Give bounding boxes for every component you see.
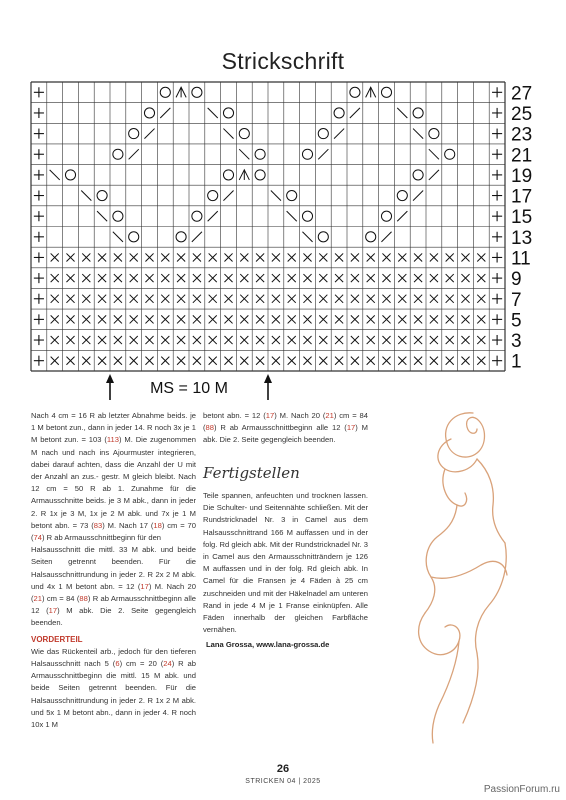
yarn-over-circle [302,149,312,159]
vorderteil-heading: VORDERTEIL [31,634,83,644]
yarn-over-circle [113,211,123,221]
yarn-over-circle [302,211,312,221]
yarn-over-circle [318,232,328,242]
yarn-over-circle [192,211,202,221]
ssk-backslash [287,211,297,221]
yarn-over-circle [65,170,75,180]
yarn-over-circle [287,190,297,200]
k2tog-slash [397,211,407,221]
yarn-over-circle [223,170,233,180]
yarn-over-circle [176,232,186,242]
repeat-label: MS = 10 M [150,380,228,397]
yarn-over-circle [192,87,202,97]
ssk-backslash [223,129,233,139]
repeat-arrow [264,374,272,383]
row-number: 3 [511,331,522,353]
chart-title: Strickschrift [221,48,345,74]
k2tog-slash [208,211,218,221]
left-paragraph-3: Wie das Rückenteil arb., jedoch für den tieferen Halsausschnitt nach 5 (6) cm = 20 (24) R ab Armausschnittbeginn die mittl. 15 M abk. und beide Seiten getrennt beenden. Für die Halsausschnittrundung in jeder 2. R 1x 2 M abk. und 5x 1 M betont abn., dann in jeder 4. R noch 10x 1 M [31,646,196,730]
yarn-over-circle [381,87,391,97]
row-number: 13 [511,227,533,249]
ssk-backslash [302,232,312,242]
magazine-issue: STRICKEN 04 | 2025 [245,778,321,785]
ssk-backslash [81,190,91,200]
row-number: 11 [511,248,531,270]
yarn-over-circle [429,129,439,139]
yarn-over-circle [366,232,376,242]
ssk-backslash [50,170,60,180]
repeat-arrow [106,374,114,383]
k2tog-slash [413,190,423,200]
yarn-over-circle [318,129,328,139]
k2tog-slash [144,129,154,139]
row-number: 1 [511,351,522,373]
row-number: 27 [511,83,533,105]
k2tog-slash [129,149,139,159]
woman-line-illustration [385,405,545,745]
yarn-over-circle [350,87,360,97]
yarn-over-circle [334,108,344,118]
yarn-over-circle [129,232,139,242]
row-number: 19 [511,165,533,187]
ssk-backslash [397,108,407,118]
yarn-over-circle [97,190,107,200]
right-text-column-top [203,410,368,447]
k2tog-slash [334,129,344,139]
watermark: PassionForum.ru [483,784,560,795]
yarn-over-circle [223,108,233,118]
k2tog-slash [160,108,170,118]
yarn-over-circle [113,149,123,159]
right-paragraph-1: betont abn. = 12 (17) M. Nach 20 (21) cm = 84 (88) R ab Armausschnittbeginn alle 12 (17) M abk. Die 2. Seite gegengleich beenden. [203,411,368,445]
row-number: 9 [511,269,522,291]
fertigstellen-heading: Fertigstellen [203,464,300,482]
page-number: 26 [276,763,290,775]
right-text-column-bottom [203,490,368,636]
yarn-over-circle [239,129,249,139]
yarn-over-circle [413,170,423,180]
yarn-over-circle [129,129,139,139]
right-paragraph-2: Teile spannen, anfeuchten und trocknen lassen. Die Schulter- und Seitennähte schließen. Mit der Rundstricknadel Nr. 3 in Camel aus dem Halsausschnittrand 166 M auffassen und in der folg. Rd gleich abk. Mit der Rundstricknadel Nr. 3 in Camel aus den Armausschnitträndern je 126 M auffassen und in der folg. Rd gleich abk. In Camel für die Fransen je 4 Fäden à 25 cm zuschneiden und mit der Häkelnadel am unteren Rand in jede 4 M je 1 Franse einknüpfen. Alle Fäden innerhalb der gleichen Farbfläche vernähen. [203,491,368,635]
row-number: 5 [511,310,522,332]
k2tog-slash [350,108,360,118]
yarn-over-circle [397,190,407,200]
yarn-over-circle [413,108,423,118]
yarn-over-circle [144,108,154,118]
ssk-backslash [208,108,218,118]
signature: Lana Grossa, www.lana-grossa.de [206,640,330,649]
left-paragraph-1: Nach 4 cm = 16 R ab letzter Abnahme beids. je 1 M betont zun., dann in jeder 14. R noch 3x je 1 M betont zun. = 103 (113) M. Die zugenommen M nach und nach ins Ajourmuster integrieren, dabei darauf achten, dass die Anzahl der U mit der Anzahl an zus.- gestr. M gleich bleibt. Nach 12 cm = 50 R ab 1. Zunahme für die Armausschnitte beids. je 3 M abk., dann in jeder 2. R 1x je 3 M, 1x je 2 M abk. und 7x je 1 M betont abn. = 73 (83) M. Nach 17 (18) cm = 70 (74) R ab Armausschnittbeginn für den [31,411,196,543]
k2tog-slash [223,190,233,200]
left-text-column [31,410,196,731]
ssk-backslash [97,211,107,221]
row-number: 25 [511,103,533,125]
row-number: 7 [511,289,522,311]
yarn-over-circle [208,190,218,200]
yarn-over-circle [255,170,265,180]
ssk-backslash [113,232,123,242]
k2tog-slash [192,232,202,242]
ssk-backslash [413,129,423,139]
yarn-over-circle [255,149,265,159]
yarn-over-circle [445,149,455,159]
k2tog-slash [381,232,391,242]
left-paragraph-2: Halsausschnitt die mittl. 33 M abk. und beide Seiten getrennt beenden. Für die Halsausschnittrundung in jeder 2. R 2x 2 M abk. und 4x 1 M betont abn. = 12 (17) M. Nach 20 (21) cm = 84 (88) R ab Armausschnittbeginn alle 12 (17) M abk. Die 2. Seite gegengleich beenden. [31,545,197,628]
k2tog-slash [429,170,439,180]
yarn-over-circle [381,211,391,221]
row-number: 17 [511,186,533,208]
row-number: 23 [511,124,533,146]
ssk-backslash [271,190,281,200]
yarn-over-circle [160,87,170,97]
k2tog-slash [318,149,328,159]
row-number: 21 [511,145,533,167]
ssk-backslash [239,149,249,159]
row-number: 15 [511,207,533,229]
ssk-backslash [429,149,439,159]
